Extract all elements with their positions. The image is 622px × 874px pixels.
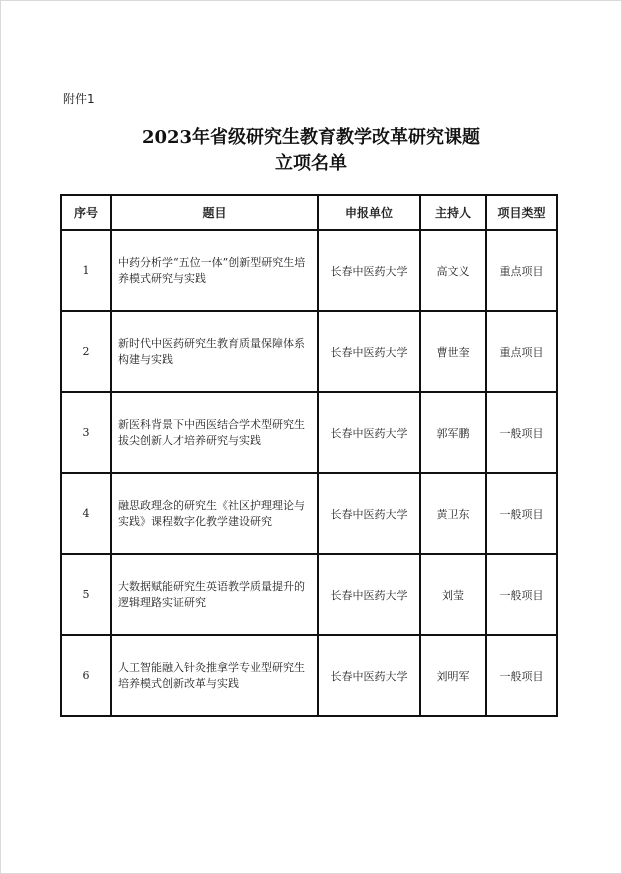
- row-type: 一般项目: [486, 554, 557, 635]
- row-index: 6: [61, 635, 111, 716]
- table-row: [61, 635, 557, 716]
- row-unit: 长春中医药大学: [318, 230, 420, 311]
- row-index: 3: [61, 392, 111, 473]
- document-title-line1: 2023年省级研究生教育教学改革研究课题: [141, 127, 481, 148]
- table-row: [61, 392, 557, 473]
- row-index: 4: [61, 473, 111, 554]
- header-host: 主持人: [420, 195, 486, 230]
- project-list-table: [60, 194, 558, 717]
- row-topic: 中药分析学“五位一体”创新型研究生培养模式研究与实践: [111, 230, 318, 311]
- row-topic: 人工智能融入针灸推拿学专业型研究生培养模式创新改革与实践: [111, 635, 318, 716]
- header-topic: 题目: [111, 195, 318, 230]
- row-index: 1: [61, 230, 111, 311]
- row-unit: 长春中医药大学: [318, 392, 420, 473]
- table-header-row: [61, 195, 557, 230]
- attachment-label: 附件1: [63, 92, 95, 106]
- row-unit: 长春中医药大学: [318, 554, 420, 635]
- table-row: [61, 554, 557, 635]
- table-row: [61, 311, 557, 392]
- row-host: 刘莹: [420, 554, 486, 635]
- row-type: 一般项目: [486, 635, 557, 716]
- row-host: 曹世奎: [420, 311, 486, 392]
- header-unit: 申报单位: [318, 195, 420, 230]
- row-index: 5: [61, 554, 111, 635]
- row-type: 重点项目: [486, 230, 557, 311]
- row-unit: 长春中医药大学: [318, 311, 420, 392]
- row-host: 郭军鹏: [420, 392, 486, 473]
- row-topic: 融思政理念的研究生《社区护理理论与实践》课程数字化教学建设研究: [111, 473, 318, 554]
- row-host: 高文义: [420, 230, 486, 311]
- row-topic: 新时代中医药研究生教育质量保障体系构建与实践: [111, 311, 318, 392]
- document-title-line2: 立项名单: [275, 153, 347, 174]
- row-index: 2: [61, 311, 111, 392]
- table-row: [61, 230, 557, 311]
- row-type: 一般项目: [486, 392, 557, 473]
- table-row: [61, 473, 557, 554]
- row-host: 刘明军: [420, 635, 486, 716]
- row-type: 重点项目: [486, 311, 557, 392]
- row-type: 一般项目: [486, 473, 557, 554]
- row-topic: 新医科背景下中西医结合学术型研究生拔尖创新人才培养研究与实践: [111, 392, 318, 473]
- header-type: 项目类型: [486, 195, 557, 230]
- row-topic: 大数据赋能研究生英语教学质量提升的逻辑理路实证研究: [111, 554, 318, 635]
- row-unit: 长春中医药大学: [318, 635, 420, 716]
- row-unit: 长春中医药大学: [318, 473, 420, 554]
- header-index: 序号: [61, 195, 111, 230]
- row-host: 黄卫东: [420, 473, 486, 554]
